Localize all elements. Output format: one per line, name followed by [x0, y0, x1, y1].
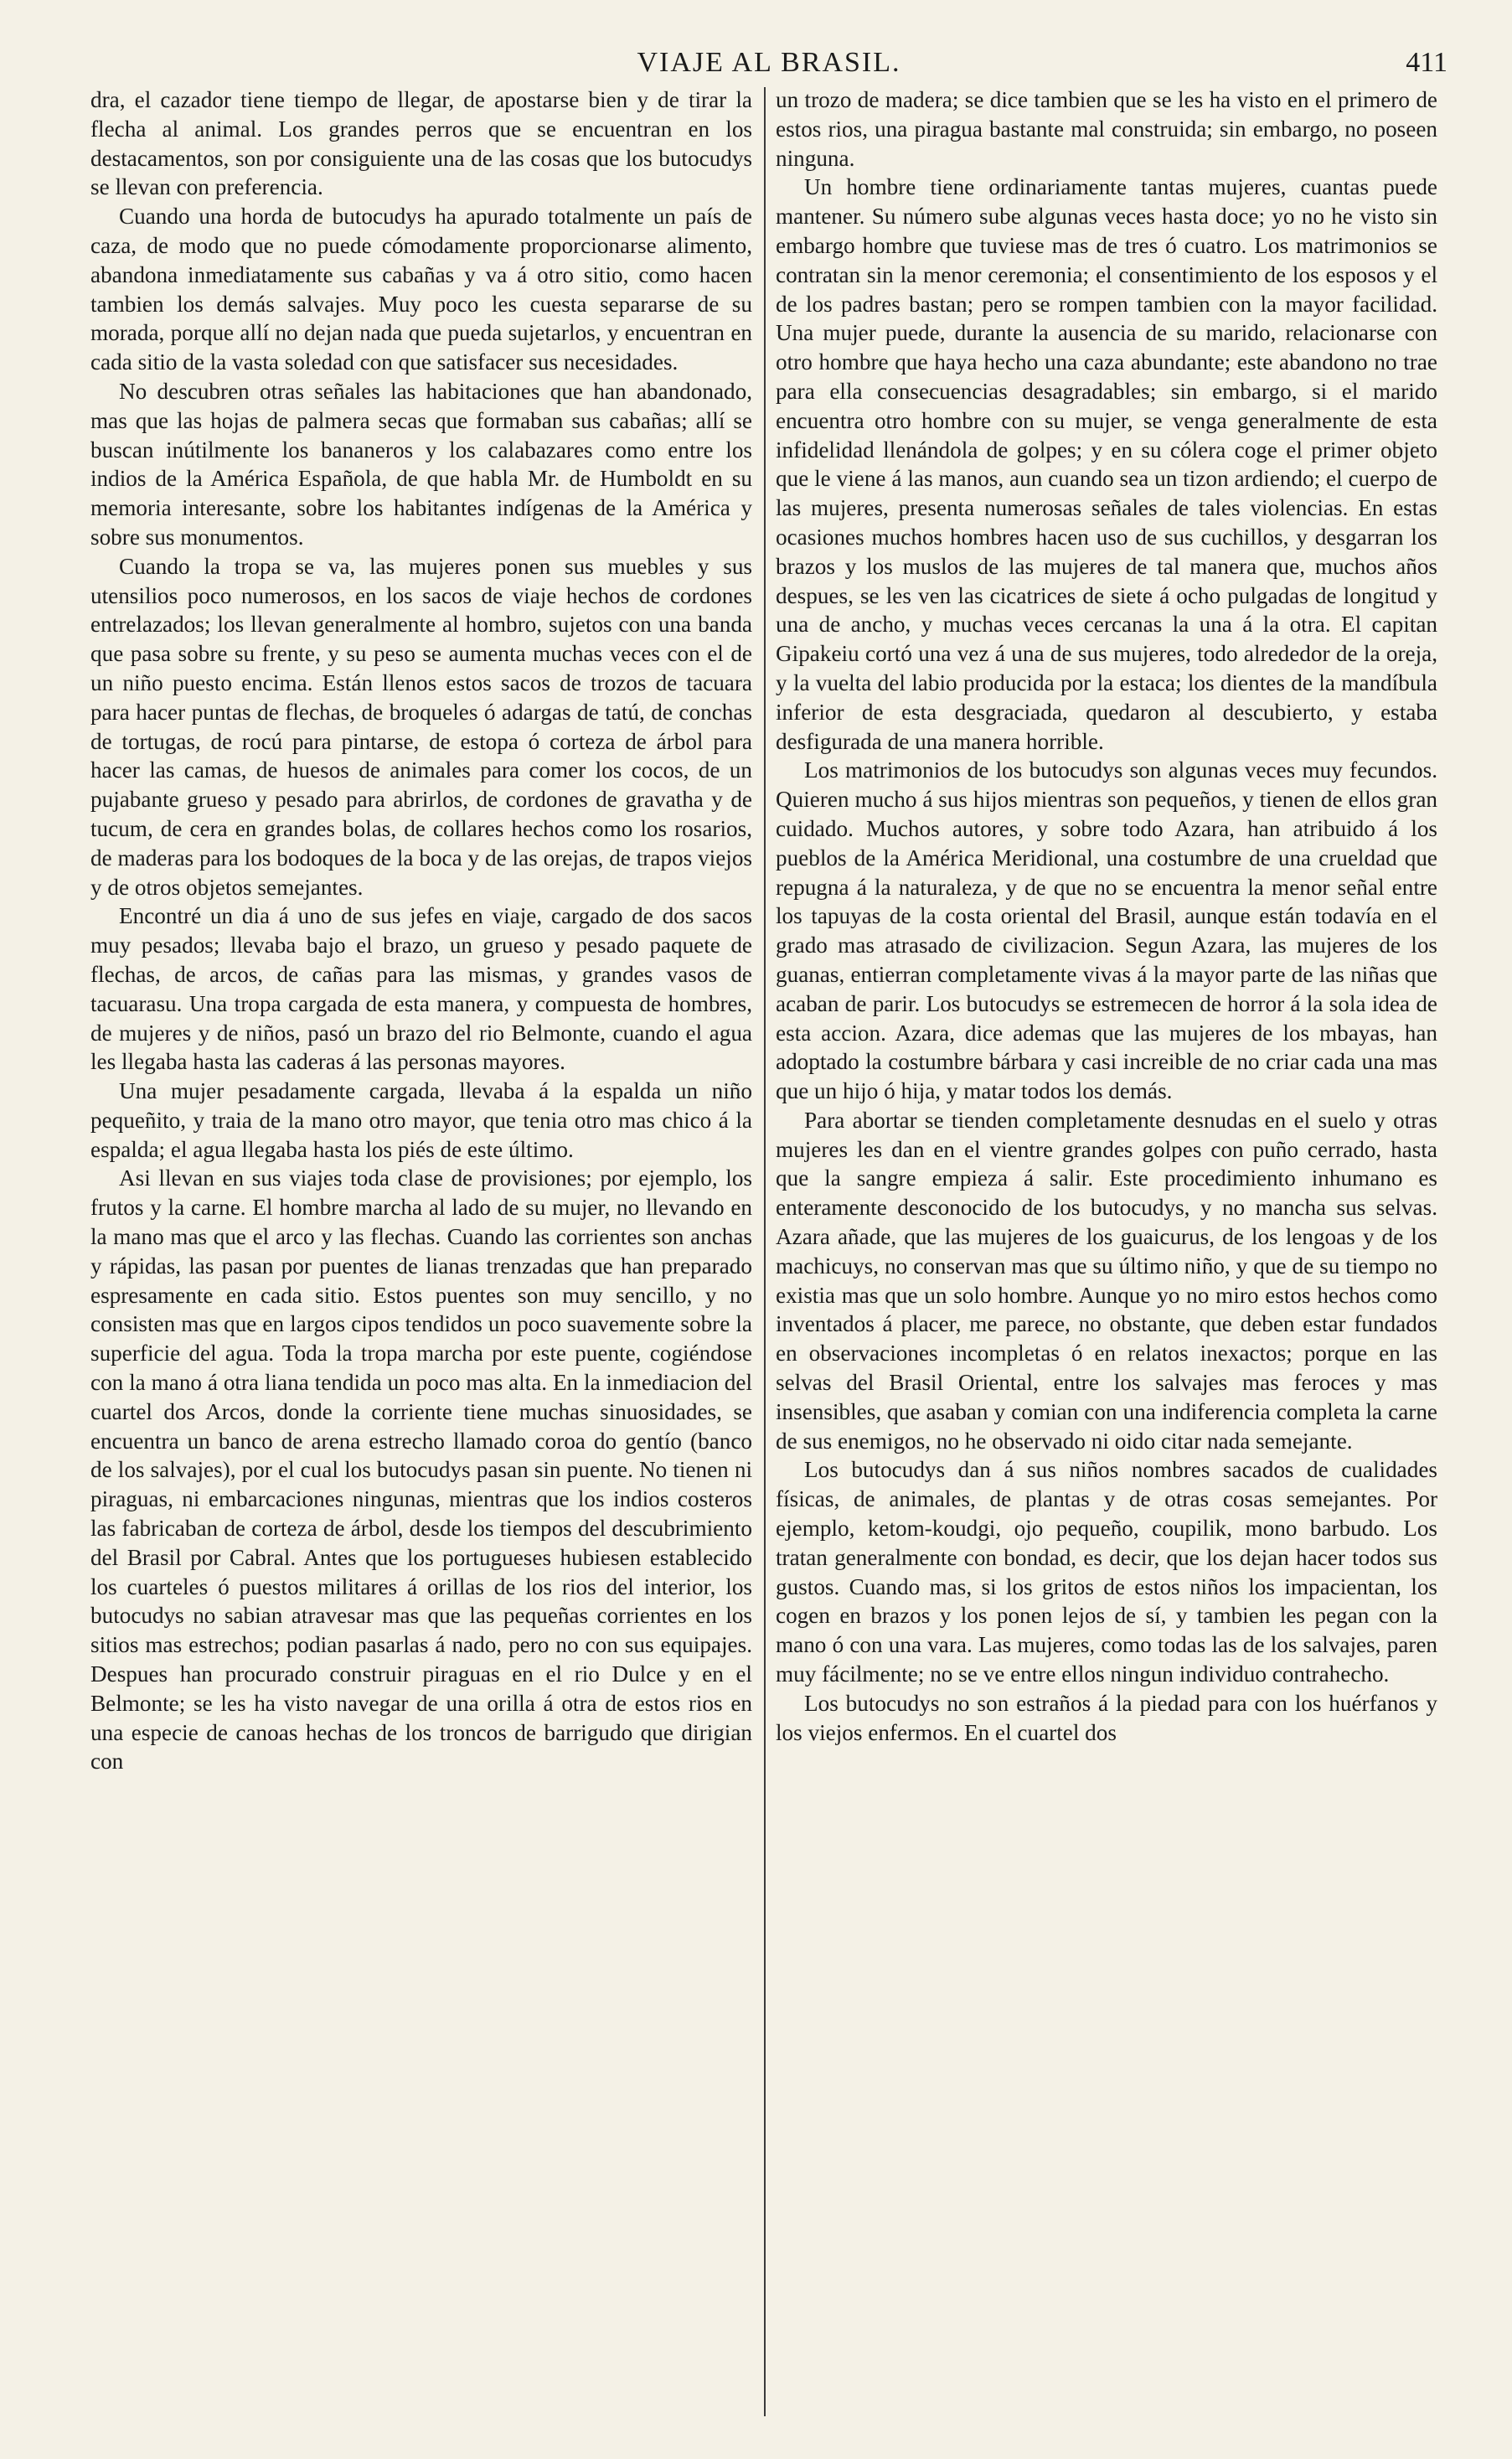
page-number: 411 — [1406, 47, 1447, 78]
paragraph: Los butocudys dan á sus niños nombres sacados de cualidades físicas, de animales, de plantas y de otras cosas semejantes. Por ejemplo, ketom-koudgi, ojo pequeño, coupilik, mono barbudo. Los tratan generalmente con bondad, es decir, que los dejan hacer todos sus gustos. Cuando mas, si los gritos de estos niños los impacientan, los cogen en brazos y los ponen lejos de sí, y tambien les pegan con la mano ó con una vara. Las mujeres, como todas las de los salvajes, paren muy fácilmente; no se ve entre ellos ningun individuo contrahecho. — [776, 1457, 1437, 1687]
paragraph: un trozo de madera; se dice tambien que se les ha visto en el primero de estos rios, una piragua bastante mal construida; sin embargo, no poseen ninguna. — [776, 87, 1437, 171]
paragraph: Los butocudys no son estraños á la piedad para con los huérfanos y los viejos enfermos. En el cuartel dos — [776, 1690, 1437, 1745]
paragraph: Encontré un dia á uno de sus jefes en viaje, cargado de dos sacos muy pesados; llevaba bajo el brazo, un grueso y pesado paquete de flechas, de arcos, de cañas para las mismas, y grandes vasos de tacuarasu. Una tropa cargada de esta manera, y compuesta de hombres, de mujeres y de niños, pasó un brazo del rio Belmonte, cuando el agua les llegaba hasta las caderas á las personas mayores. — [90, 903, 752, 1075]
column-divider — [764, 87, 766, 2416]
paragraph: Los matrimonios de los butocudys son algunas veces muy fecundos. Quieren mucho á sus hijos mientras son pequeños, y tienen de ellos gran cuidado. Muchos autores, y sobre todo Azara, han atribuido á los pueblos de la América Meridional, una costumbre de una crueldad que repugna á la naturaleza, y de que no se encuentra la menor señal entre los tapuyas de la costa oriental del Brasil, aunque están todavía en el grado mas atrasado de civilizacion. Segun Azara, las mujeres de los guanas, entierran completamente vivas á la mayor parte de las niñas que acaban de parir. Los butocudys se estremecen de horror á la sola idea de esta accion. Azara, dice ademas que las mujeres de los mbayas, han adoptado la costumbre bárbara y casi increible de no criar cada una mas que un hijo ó hija, y matar todos los demás. — [776, 757, 1437, 1104]
paragraph: Un hombre tiene ordinariamente tantas mujeres, cuantas puede mantener. Su número sube algunas veces hasta doce; yo no he visto sin embargo hombre que tuviese mas de tres ó cuatro. Los matrimonios se contratan sin la menor ceremonia; el consentimiento de los esposos y el de los padres bastan; pero se rompen tambien con la mayor facilidad. Una mujer puede, durante la ausencia de su marido, relacionarse con otro hombre que haya hecho una caza abundante; este abandono no trae para ella consecuencias desagradables; sin embargo, si el marido encuentra otro hombre con su mujer, se venga generalmente de esta infidelidad llenándola de golpes; y en su cólera coge el primer objeto que le viene á las manos, aun cuando sea un tizon ardiendo; el cuerpo de las mujeres, presenta numerosas señales de tales violencias. En estas ocasiones muchos hombres hacen uso de sus cuchillos, y desgarran los brazos y los muslos de las mujeres de tal manera que, muchos años despues, se les ven las cicatrices de siete á ocho pulgadas de longitud y una de ancho, y muchas veces cercanas la una á la otra. El capitan Gipakeiu cortó una vez á una de sus mujeres, todo alrededor de la oreja, y la vuelta del labio producida por la estaca; los dientes de la mandíbula inferior de esta desgraciada, quedaron al descubierto, y estaba desfigurada de una manera horrible. — [776, 174, 1437, 754]
paragraph: Asi llevan en sus viajes toda clase de provisiones; por ejemplo, los frutos y la carne. El hombre marcha al lado de su mujer, no llevando en la mano mas que el arco y las flechas. Cuando las corrientes son anchas y rápidas, las pasan por puentes de lianas trenzadas que han preparado espresamente en cada sitio. Estos puentes son muy sencillo, y no consisten mas que en largos cipos tendidos un poco suavemente sobre la superficie del agua. Toda la tropa marcha por este puente, cogiéndose con la mano á otra liana tendida un poco mas alta. En la inmediacion del cuartel dos Arcos, donde la corriente tiene muchas sinuosidades, se encuentra un banco de arena estrecho llamado coroa do gentío (banco de los salvajes), por el cual los butocudys pasan sin puente. No tienen ni piraguas, ni embarcaciones ningunas, mientras que los indios costeros las fabricaban de corteza de árbol, desde los tiempos del descubrimiento del Brasil por Cabral. Antes que los portugueses hubiesen establecido los cuarteles ó puestos militares á orillas de los rios del interior, los butocudys no sabian atravesar mas que las pequeñas corrientes en los sitios mas estrechos; podian pasarlas á nado, pero no con sus equipajes. Despues han procurado construir piraguas en el rio Dulce y en el Belmonte; se les ha visto navegar de una orilla á otra de estos rios en una especie de canoas hechas de los troncos de barrigudo que dirigian con — [90, 1165, 752, 1775]
left-column — [90, 85, 752, 2423]
paragraph: dra, el cazador tiene tiempo de llegar, de apostarse bien y de tirar la flecha al animal. Los grandes perros que se encuentran en los destacamentos, son por consiguiente una de las cosas que los butocudys se llevan con preferencia. — [90, 87, 752, 200]
paragraph: Cuando la tropa se va, las mujeres ponen sus muebles y sus utensilios poco numerosos, en los sacos de viaje hechos de cordones entrelazados; los llevan generalmente al hombro, sujetos con una banda que pasa sobre su frente, y su peso se aumenta muchas veces con el de un niño puesto encima. Están llenos estos sacos de trozos de tacuara para hacer puntas de flechas, de broqueles ó adargas de tatú, de conchas de tortugas, de rocú para pintarse, de estopa ó corteza de árbol para hacer las camas, de huesos de animales para comer los cocos, de un pujabante grueso y pesado para abrirlos, de cordones de gravatha y de tucum, de cera en grandes bolas, de collares hechos como los rosarios, de maderas para los bodoques de la boca y de las orejas, de trapos viejos y de otros objetos semejantes. — [90, 553, 752, 900]
paragraph: Cuando una horda de butocudys ha apurado totalmente un país de caza, de modo que no puede cómodamente proporcionarse alimento, abandona inmediatamente sus cabañas y va á otro sitio, como hacen tambien los demás salvajes. Muy poco les cuesta separarse de su morada, porque allí no dejan nada que pueda sujetarlos, y encuentran en cada sitio de la vasta soledad con que satisfacer sus necesidades. — [90, 204, 752, 375]
paragraph: Una mujer pesadamente cargada, llevaba á la espalda un niño pequeñito, y traia de la mano otro mayor, que tenia otro mas chico á la espalda; el agua llegaba hasta los piés de este último. — [90, 1078, 752, 1162]
running-title: VIAJE AL BRASIL. — [637, 47, 901, 78]
running-header — [90, 42, 1447, 84]
paragraph: Para abortar se tienden completamente desnudas en el suelo y otras mujeres les dan en el vientre grandes golpes con puño cerrado, hasta que la sangre empieza á salir. Este procedimiento inhumano es enteramente desconocido de los butocudys, y no mancha sus selvas. Azara añade, que las mujeres de los guaicurus, de los lengoas y de los machicuys, no conservan mas que su último niño, y que de su tiempo no existia mas que un solo hombre. Aunque yo no miro estos hechos como inventados á placer, me parece, no obstante, que deben estar fundados en observaciones incompletas ó en relatos inexactos; porque en las selvas del Brasil Oriental, entre los salvajes mas feroces y mas insensibles, que asaban y comian con una indiferencia completa la carne de sus enemigos, no he observado ni oido citar nada semejante. — [776, 1107, 1437, 1454]
paragraph: No descubren otras señales las habitaciones que han abandonado, mas que las hojas de palmera secas que formaban sus cabañas; allí se buscan inútilmente los bananeros y los calabazares como entre los indios de la América Española, de que habla Mr. de Humboldt en su memoria interesante, sobre los habitantes indígenas de la América y sobre sus monumentos. — [90, 378, 752, 550]
right-column — [776, 85, 1437, 2423]
